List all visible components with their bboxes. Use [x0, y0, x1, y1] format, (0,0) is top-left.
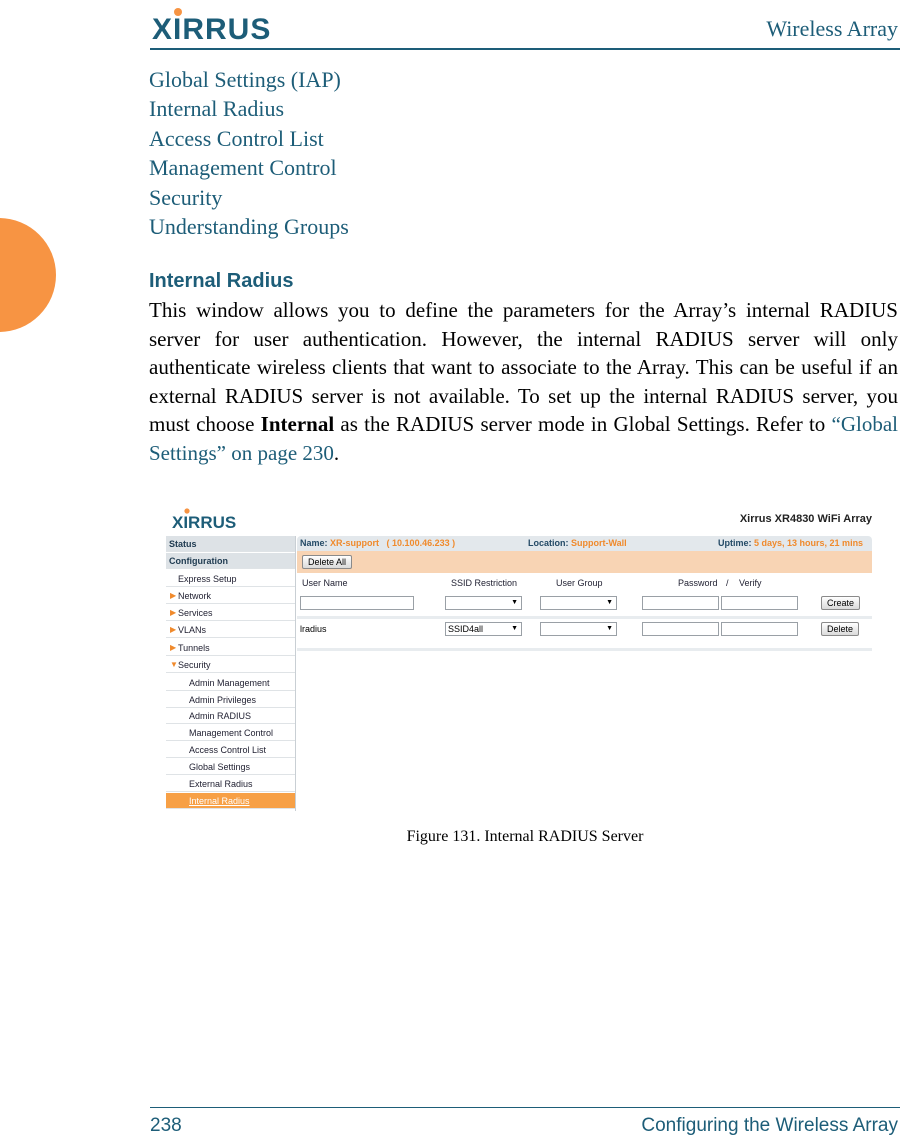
- sidebar-item-admin-radius[interactable]: Admin RADIUS: [166, 708, 296, 724]
- header-rule: [150, 48, 900, 50]
- sidebar-item-vlans[interactable]: [166, 622, 296, 638]
- section-heading: Internal Radius: [149, 270, 294, 292]
- collapse-arrow-icon: ▼: [170, 660, 178, 669]
- link-understanding-groups[interactable]: Understanding Groups: [149, 214, 349, 240]
- sidebar-item-access-control-list[interactable]: Access Control List: [166, 742, 296, 758]
- new-user-group-select[interactable]: [540, 596, 617, 610]
- paragraph-text: This window allows you to define the parameters for the Array’s internal RADIUS server for user authentication. However, the internal RADIUS server will only authenticate wireless clients that want to associate to the Array. This can be useful if an external RADIUS server is not available. To set up the internal RADIUS server, you must choose: [149, 298, 898, 436]
- delete-all-button[interactable]: Delete All: [302, 555, 352, 569]
- xirrus-logo-small: [170, 507, 262, 531]
- select-value: SSID4all: [448, 624, 484, 634]
- col-user-group: User Group: [556, 578, 603, 588]
- dropdown-caret-icon: ▼: [606, 625, 613, 632]
- col-password: Password: [678, 578, 718, 588]
- link-internal-radius[interactable]: Internal Radius: [149, 96, 285, 122]
- new-user-name-input[interactable]: [300, 596, 414, 610]
- array-model-title: Xirrus XR4830 WiFi Array: [739, 513, 872, 525]
- info-value: XR-support: [330, 538, 380, 548]
- sidebar-item-configuration[interactable]: Configuration: [166, 553, 296, 569]
- sidebar-border: [295, 536, 296, 811]
- sidebar-item-status[interactable]: Status: [166, 536, 296, 552]
- sidebar-item-security[interactable]: [166, 657, 296, 673]
- info-value: Support-Wall: [571, 538, 627, 548]
- action-bar: [297, 551, 872, 573]
- xirrus-logo: [150, 6, 310, 44]
- footer-chapter-title: Configuring the Wireless Array: [641, 1115, 898, 1136]
- dropdown-caret-icon: ▼: [606, 599, 613, 606]
- row-password-input[interactable]: [642, 622, 719, 636]
- sidebar-item-management-control[interactable]: Management Control: [166, 725, 296, 741]
- col-ssid-restriction: SSID Restriction: [451, 578, 518, 588]
- sidebar-item-label: VLANs: [178, 625, 207, 635]
- array-uptime-info: [718, 538, 863, 548]
- svg-text:XIRRUS: XIRRUS: [172, 513, 237, 531]
- info-label: Uptime:: [718, 538, 752, 548]
- footer-rule: [150, 1107, 900, 1108]
- sidebar-item-label: Tunnels: [178, 643, 210, 653]
- body-paragraph: [149, 296, 898, 467]
- dropdown-caret-icon: ▼: [511, 625, 518, 632]
- table-row: [297, 619, 872, 643]
- sidebar-item-label: Services: [178, 608, 213, 618]
- global-settings-crossref-link[interactable]: “Global Settings” on page 230: [149, 412, 899, 465]
- expand-arrow-icon: ▶: [170, 643, 177, 652]
- nav-sidebar: [166, 536, 296, 811]
- col-separator: /: [726, 578, 729, 588]
- info-value: 5 days, 13 hours, 21 mins: [754, 538, 864, 548]
- page-number: 238: [150, 1115, 182, 1136]
- sidebar-item-admin-management[interactable]: Admin Management: [166, 675, 296, 691]
- new-ssid-restriction-select[interactable]: [445, 596, 522, 610]
- new-password-input[interactable]: [642, 596, 719, 610]
- paragraph-bold-term: Internal: [260, 412, 335, 436]
- info-label: Name:: [300, 538, 328, 548]
- expand-arrow-icon: ▶: [170, 608, 177, 617]
- sidebar-item-express-setup[interactable]: Express Setup: [166, 571, 296, 587]
- expand-arrow-icon: ▶: [170, 625, 177, 634]
- sidebar-item-global-settings[interactable]: Global Settings: [166, 759, 296, 775]
- related-links: [149, 65, 349, 241]
- array-name-info: [300, 538, 455, 548]
- sidebar-item-admin-privileges[interactable]: Admin Privileges: [166, 692, 296, 708]
- new-verify-input[interactable]: [721, 596, 798, 610]
- svg-text:XIRRUS: XIRRUS: [152, 13, 272, 44]
- col-verify: Verify: [739, 578, 762, 588]
- row-user-name: lradius: [300, 624, 327, 634]
- link-access-control-list[interactable]: Access Control List: [149, 125, 324, 151]
- user-table-header: [297, 575, 872, 591]
- internal-radius-screenshot: [166, 505, 874, 811]
- col-user-name: User Name: [302, 578, 348, 588]
- create-button[interactable]: Create: [821, 596, 860, 610]
- row-user-group-select[interactable]: [540, 622, 617, 636]
- sidebar-item-services[interactable]: [166, 605, 296, 621]
- expand-arrow-icon: ▶: [170, 591, 177, 600]
- row-verify-input[interactable]: [721, 622, 798, 636]
- row-ssid-restriction-select[interactable]: [445, 622, 522, 636]
- sidebar-item-network[interactable]: [166, 588, 296, 604]
- new-user-row: [297, 593, 872, 617]
- sidebar-item-external-radius[interactable]: External Radius: [166, 776, 296, 792]
- sidebar-item-label: Security: [178, 660, 211, 670]
- delete-row-button[interactable]: Delete: [821, 622, 859, 636]
- sidebar-item-label: Network: [178, 591, 212, 601]
- paragraph-text: as the RADIUS server mode in Global Settings. Refer to: [334, 412, 832, 436]
- link-security[interactable]: Security: [149, 184, 223, 210]
- document-title: Wireless Array: [766, 16, 898, 41]
- array-location-info: [528, 538, 627, 548]
- info-value: ( 10.100.46.233 ): [386, 538, 456, 548]
- sidebar-item-tunnels[interactable]: [166, 640, 296, 656]
- array-info-bar: [297, 536, 872, 551]
- sidebar-item-internal-radius[interactable]: Internal Radius: [166, 793, 296, 809]
- link-management-control[interactable]: Management Control: [149, 155, 337, 181]
- chapter-tab: [0, 218, 56, 332]
- link-global-settings-iap[interactable]: Global Settings (IAP): [149, 67, 341, 92]
- info-label: Location:: [528, 538, 569, 548]
- dropdown-caret-icon: ▼: [511, 599, 518, 606]
- paragraph-text: .: [333, 440, 340, 465]
- row-separator: [297, 648, 872, 651]
- figure-caption: Figure 131. Internal RADIUS Server: [406, 828, 644, 845]
